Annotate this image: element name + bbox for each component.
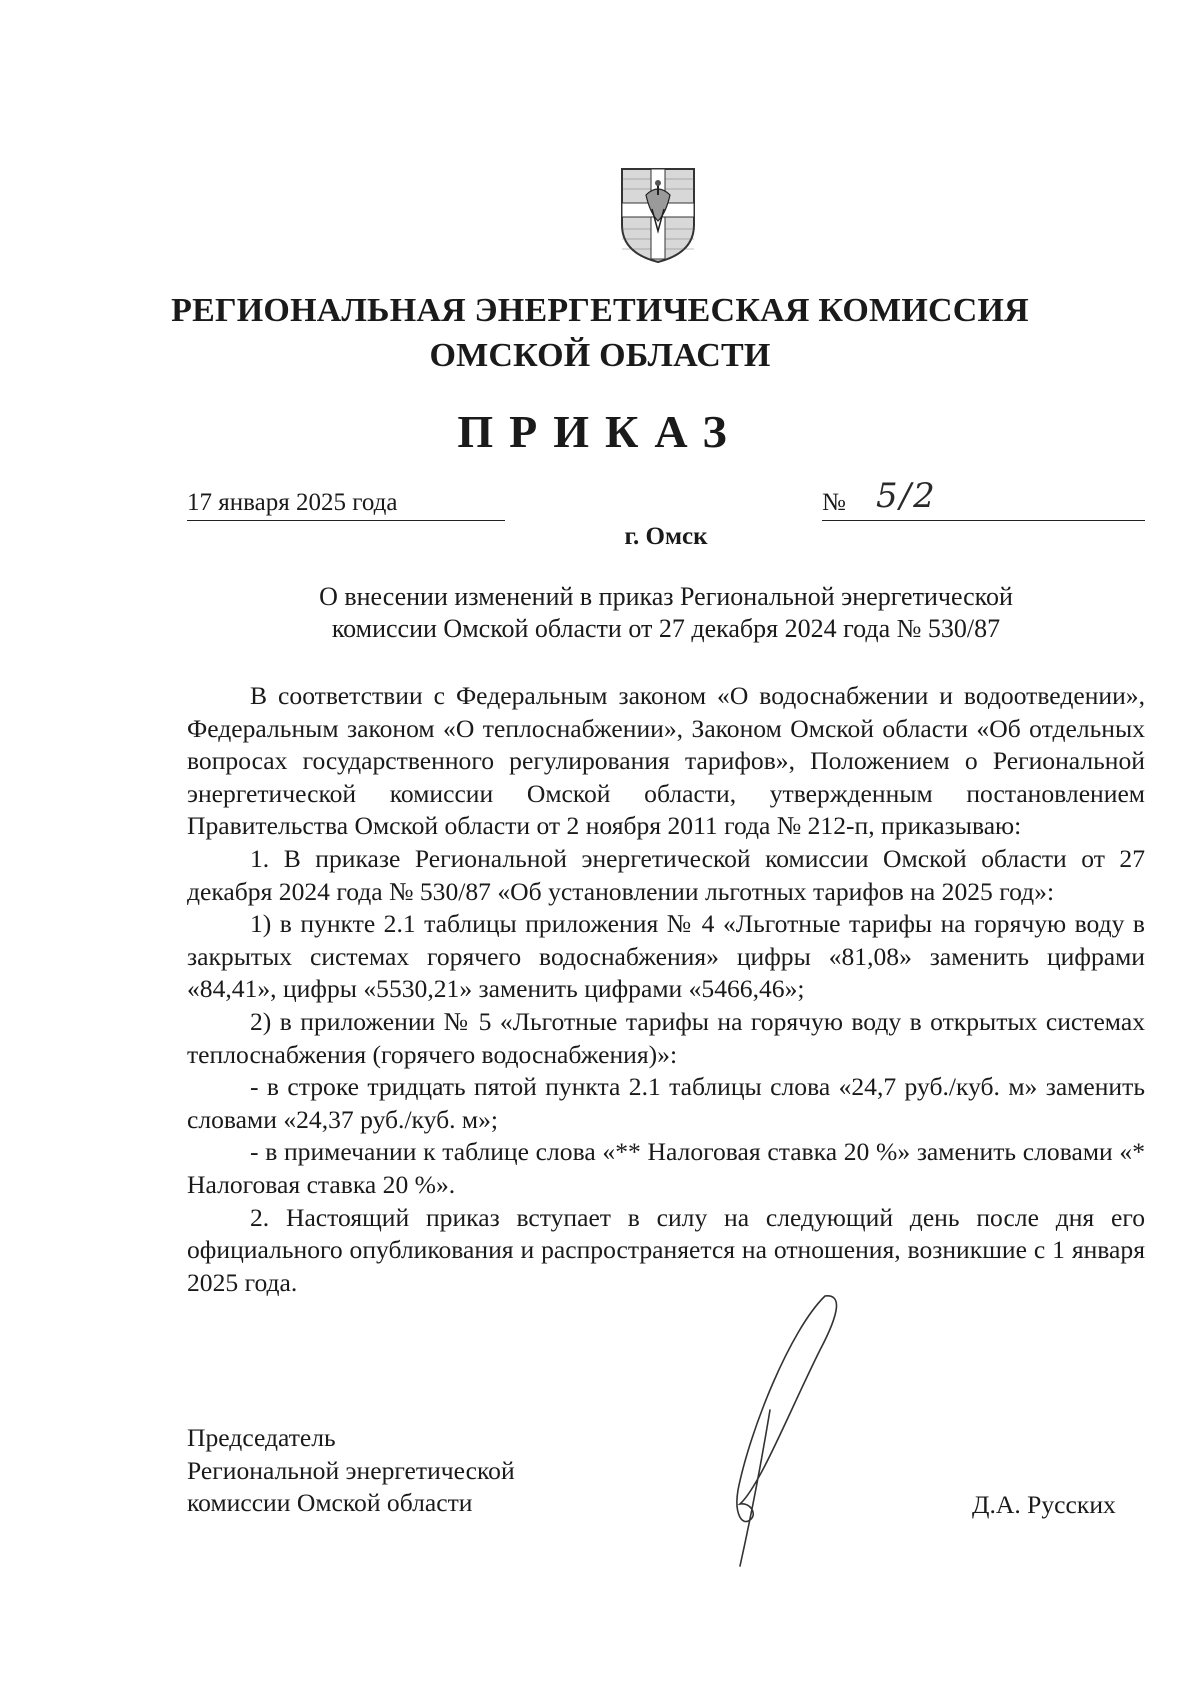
body-paragraph-subitem-2: 2) в приложении № 5 «Льготные тарифы на горячую воду в открытых системах теплоснабжения (горячего водоснабжения)»: (187, 1006, 1145, 1069)
subject-line2: комиссии Омской области от 27 декабря 2024 года № 530/87 (331, 614, 1001, 643)
signature-icon (730, 1290, 850, 1570)
body-paragraph-subitem-1: 1) в пункте 2.1 таблицы приложения № 4 «Льготные тарифы на горячую воду в закрытых системах горячего водоснабжения» цифры «81,08» заменить цифрами «84,41», цифры «5530,21» заменить цифрами «5466,46»; (187, 909, 1145, 1004)
document-number-underline (822, 520, 1145, 521)
document-date: 17 января 2025 года (187, 488, 505, 521)
signer-name: Д.А. Русских (972, 1490, 1116, 1519)
signer-title-line1: Председатель (187, 1423, 336, 1452)
coat-of-arms-icon (618, 165, 698, 265)
body-paragraph-item-2: 2. Настоящий приказ вступает в силу на следующий день после дня его официального опубликования и распространяется на отношения, возникшие с 1 января 2025 года. (187, 1202, 1145, 1297)
document-type-title: ПРИКАЗ (457, 406, 743, 457)
organization-name-line2: ОМСКОЙ ОБЛАСТИ (429, 337, 771, 374)
document-subject (0, 581, 1200, 645)
signer-title-line2: Региональной энергетической (187, 1455, 515, 1485)
body-paragraph-dash-2: - в примечании к таблице слова «** Налоговая ставка 20 %» заменить словами «* Налоговая ставка 20 %». (187, 1137, 1145, 1199)
body-paragraph-preamble: В соответствии с Федеральным законом «О водоснабжении и водоотведении», Федеральным законом «О теплоснабжении», Законом Омской области «Об отдельных вопросах государственного регулирования тарифов», Положением о Региональной энергетической комиссии Омской области, утвержденным постановлением Правительства Омской области от 2 ноября 2011 года № 212-п, приказываю: (187, 681, 1145, 841)
signer-title (187, 1422, 515, 1520)
subject-line1: О внесении изменений в приказ Региональной энергетической (319, 582, 1013, 611)
signer-title-line3: комиссии Омской области (187, 1488, 473, 1518)
document-city: г. Омск (624, 523, 708, 550)
document-number-label: № (822, 489, 846, 516)
body-paragraph-item-1: 1. В приказе Региональной энергетической комиссии Омской области от 27 декабря 2024 года № 530/87 «Об установлении льготных тарифов на 2025 год»: (187, 843, 1145, 906)
document-number-handwritten: 5/2 (876, 476, 937, 516)
body-paragraph-dash-1: - в строке тридцать пятой пункта 2.1 таблицы слова «24,7 руб./куб. м» заменить словами «24,37 руб./куб. м»; (187, 1072, 1145, 1134)
organization-name-line1: РЕГИОНАЛЬНАЯ ЭНЕРГЕТИЧЕСКАЯ КОМИССИЯ (171, 292, 1029, 329)
document-body (187, 680, 1145, 1299)
